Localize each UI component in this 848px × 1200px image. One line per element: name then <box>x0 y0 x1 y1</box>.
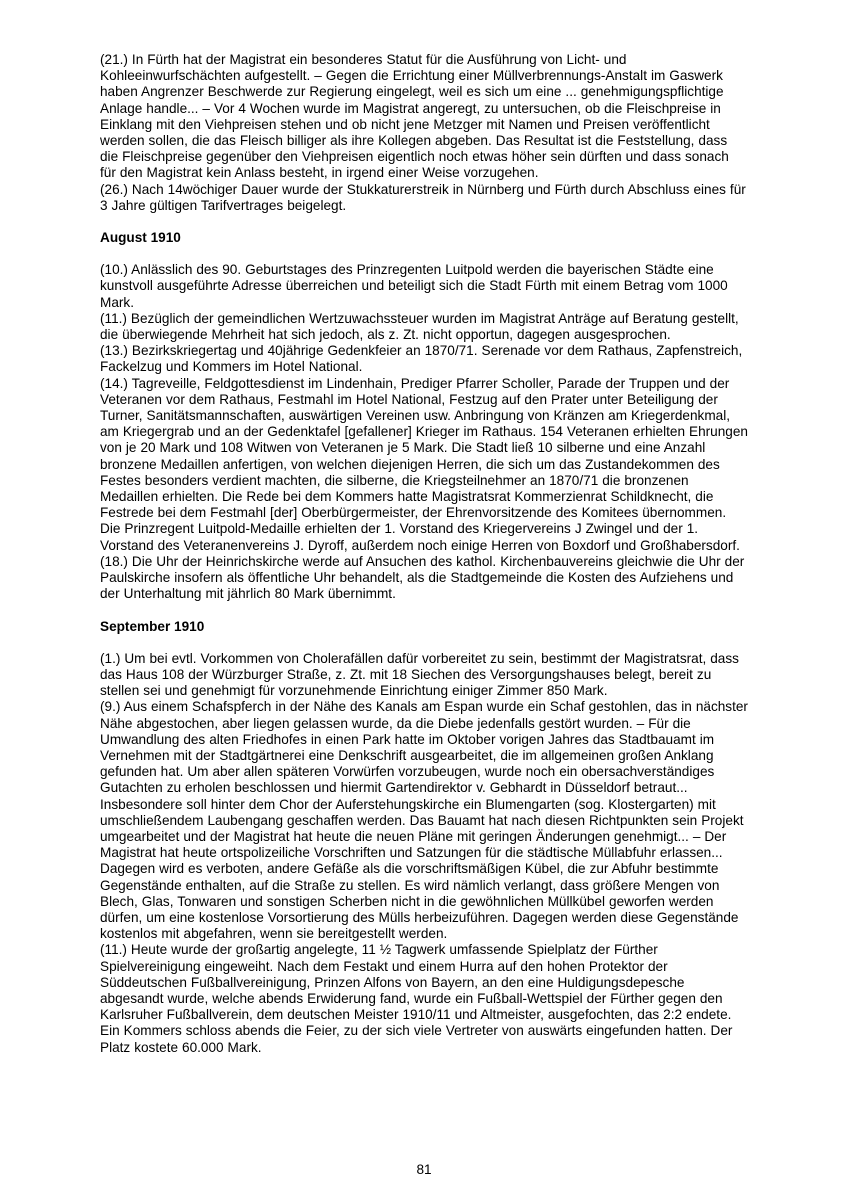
chronicle-entry-21: (21.) In Fürth hat der Magistrat ein besonderes Statut für die Ausführung von Licht- und Kohleeinwurfschächten aufgestellt. – Gegen die Errichtung einer Müllverbrennungs-Anstalt im Gaswerk haben Angrenzer Beschwerde zur Regierung eingelegt, weil es sich um eine ... genehmigungspflichtige Anlage handle... – Vor 4 Wochen wurde im Magistrat angeregt, zu untersuchen, ob die Fleischpreise in Einklang mit den Viehpreisen stehen und ob nicht jene Metzger mit Namen und Preisen veröffentlicht werden sollen, die das Fleisch billiger als ihre Kollegen abgeben. Das Resultat ist die Feststellung, dass die Fleischpreise gegenüber den Viehpreisen eigentlich noch etwas höher sein dürften und dass sonach für den Magistrat kein Anlass besteht, in irgend einer Weise vorzugehen. <box>100 52 729 181</box>
chronicle-entry-aug-10: (10.) Anlässlich des 90. Geburtstages des Prinzregenten Luitpold werden die bayerischen Städte eine kunstvoll ausgeführte Adresse überreichen und beteiligt sich die Stadt Fürth mit einem Betrag vom 1000 Mark. <box>100 262 728 310</box>
chronicle-entry-aug-14: (14.) Tagreveille, Feldgottesdienst im Lindenhain, Prediger Pfarrer Scholler, Parade der Truppen und der Veteranen vor dem Rathaus, Festmahl im Hotel National, Festzug auf den Prater unter Beteiligung der Turner, Sanitätsmannschaften, auswärtigen Vereinen usw. Anbringung von Kränzen am Kriegerdenkmal, am Kriegergrab und an der Gedenktafel [gefallener] Krieger im Rathaus. 154 Veteranen erhielten Ehrungen von je 20 Mark und 108 Witwen von Veteranen je 5 Mark. Die Stadt ließ 10 silberne und eine Anzahl bronzene Medaillen anfertigen, von welchen diejenigen Herren, die sich um das Zustandekommen des Festes besonders verdient machten, die silberne, die Kriegsteilnehmer an 1870/71 die bronzenen Medaillen erhielten. Die Rede bei dem Kommers hatte Magistratsrat Kommerzienrat Schildknecht, die Festrede bei dem Festmahl [der] Oberbürgermeister, der Ehrenvorsitzende des Komitees übernommen. Die Prinzregent Luitpold-Medaille erhielten der 1. Vorstand des Kriegervereins J Zwingel und der 1. Vorstand des Veteranenvereins J. Dyroff, außerdem noch einige Herren von Boxdorf und Großhabersdorf. <box>100 375 748 553</box>
page-number: 81 <box>416 1161 432 1177</box>
section-heading-august-1910: August 1910 <box>100 230 181 246</box>
chronicle-entry-aug-11: (11.) Bezüglich der gemeindlichen Wertzuwachssteuer wurden im Magistrat Anträge auf Beratung gestellt, die überwiegende Mehrheit hat sich jedoch, als z. Zt. nicht opportun, dagegen ausgesprochen. <box>100 310 739 343</box>
chronicle-entry-aug-18: (18.) Die Uhr der Heinrichskirche werde auf Ansuchen des kathol. Kirchenbauvereins gleichwie die Uhr der Paulskirche insofern als öffentliche Uhr behandelt, als die Stadtgemeinde die Kosten des Aufziehens und der Unterhaltung mit jährlich 80 Mark übernimmt. <box>100 553 745 602</box>
chronicle-entry-aug-13: (13.) Bezirkskriegertag und 40jährige Gedenkfeier an 1870/71. Serenade vor dem Rathaus, Zapfenstreich, Fackelzug und Kommers im Hotel National. <box>100 343 743 375</box>
chronicle-entry-26: (26.) Nach 14wöchiger Dauer wurde der Stukkaturerstreik in Nürnberg und Fürth durch Abschluss eines für 3 Jahre gültigen Tarifvertrages beigelegt. <box>100 181 746 213</box>
section-heading-september-1910: September 1910 <box>100 618 205 634</box>
chronicle-entry-sep-11: (11.) Heute wurde der großartig angelegte, 11 ½ Tagwerk umfassende Spielplatz der Fürther Spielvereinigung eingeweiht. Nach dem Festakt und einem Hurra auf den hohen Protektor der Süddeutschen Fußballvereinigung, Prinzen Alfons von Bayern, an den eine Huldigungsdepesche abgesandt wurde, welche abends Erwiderung fand, wurde ein Fußball-Wettspiel der Fürther gegen den Karlsruher Fußballverein, dem deutschen Meister 1910/11 und Altmeister, ausgefochten, das 2:2 endete. Ein Kommers schloss abends die Feier, zu der sich viele Vertreter von auswärts eingefunden hatten. Der Platz kostete 60.000 Mark. <box>100 942 733 1055</box>
chronicle-entry-sep-9: (9.) Aus einem Schafspferch in der Nähe des Kanals am Espan wurde ein Schaf gestohlen, das in nächster Nähe abgestochen, aber liegen gelassen wurde, da die Diebe jedenfalls gestört wurden. – Für die Umwandlung des alten Friedhofes in einen Park hatte im Oktober vorigen Jahres das Stadtbauamt im Vernehmen mit der Stadtgärtnerei eine Denkschrift ausgearbeitet, die im allgemeinen großen Anklang gefunden hat. Um aber allen späteren Vorwürfen vorzubeugen, wurde noch ein obersachverständiges Gutachten zu erholen beschlossen und hiermit Gartendirektor v. Gebhardt in Düsseldorf betraut... Insbesondere soll hinter dem Chor der Auferstehungskirche ein Blumengarten (sog. Klostergarten) mit umschließendem Laubengang geschaffen werden. Das Bauamt hat nach diesen Richtpunkten sein Projekt umgearbeitet und der Magistrat hat heute die neuen Pläne mit geringen Änderungen genehmigt... – Der Magistrat hat heute ortspolizeiliche Vorschriften und Satzungen für die städtische Müllabfuhr erlassen... Dagegen wird es verboten, andere Gefäße als die vorschriftsmäßigen Kübel, die zur Abfuhr bestimmte Gegenstände enthalten, auf die Straße zu stellen. Es wird nämlich verlangt, dass größere Mengen von Blech, Glas, Tonwaren und sonstigen Scherben nicht in die gewöhnlichen Müllkübel geworfen werden dürfen, um eine kostenlose Vorsortierung des Mülls herbeizuführen. Dagegen werden diese Gegenstände kostenlos mit abgefahren, wenn sie bereitgestellt werden. <box>100 699 748 942</box>
chronicle-entry-sep-1: (1.) Um bei evtl. Vorkommen von Cholerafällen dafür vorbereitet zu sein, bestimmt der Magistratsrat, dass das Haus 108 der Würzburger Straße, z. Zt. mit 18 Siechen des Versorgungshauses belegt, bereit zu stellen sei und genehmigt für vorzunehmende Einrichtung einiger Zimmer 850 Mark. <box>100 650 739 699</box>
